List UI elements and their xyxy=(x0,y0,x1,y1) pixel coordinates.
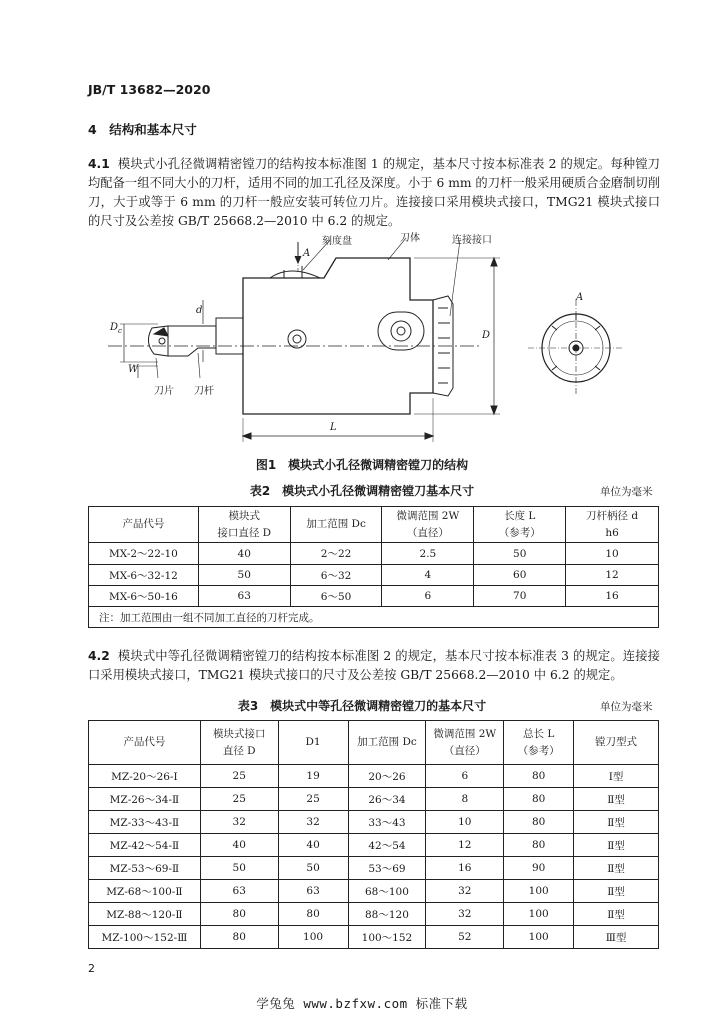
table-cell: 6～50 xyxy=(290,586,382,607)
table-cell: 16 xyxy=(426,857,504,880)
table-cell: 12 xyxy=(426,834,504,857)
header-cell: 长度 L （参考） xyxy=(474,507,566,543)
table-cell: Ⅱ型 xyxy=(574,880,659,903)
header-cell: 产品代号 xyxy=(89,721,201,765)
table-cell: 80 xyxy=(504,765,574,788)
callout-dial: 刻度盘 xyxy=(322,236,352,247)
header-cell: 加工范围 Dc xyxy=(290,507,382,543)
table-2-unit: 单位为毫米 xyxy=(600,486,653,498)
table-cell: 10 xyxy=(426,811,504,834)
dim-label-d: d xyxy=(196,305,203,316)
table-cell: 40 xyxy=(278,834,348,857)
callout-body: 刀体 xyxy=(400,233,420,244)
table-cell: 50 xyxy=(198,565,290,586)
table-cell: MZ-33～43-Ⅱ xyxy=(89,811,201,834)
table-3-caption: 表3 模块式中等孔径微调精密镗刀的基本尺寸 xyxy=(237,699,487,713)
dim-label-a-top: A xyxy=(303,248,311,259)
callout-shank: 刀杆 xyxy=(194,386,214,397)
table-cell: MZ-42～54-Ⅱ xyxy=(89,834,201,857)
callout-insert: 刀片 xyxy=(154,386,174,397)
table-cell: Ⅰ型 xyxy=(574,765,659,788)
table-cell: Ⅱ型 xyxy=(574,788,659,811)
table-cell: MX-6～32-12 xyxy=(89,565,199,586)
table-cell: 100 xyxy=(504,926,574,949)
clause-number: 4.1 xyxy=(88,157,110,171)
table-row xyxy=(89,903,659,926)
table-cell: 40 xyxy=(200,834,278,857)
figure-1-drawing xyxy=(88,228,668,450)
table-cell: 50 xyxy=(474,543,566,565)
dim-label-L: L xyxy=(330,422,337,433)
table-cell: 10 xyxy=(566,543,659,565)
table-row xyxy=(89,765,659,788)
table-cell: 32 xyxy=(426,880,504,903)
table-cell: 80 xyxy=(200,903,278,926)
table-cell: 6～32 xyxy=(290,565,382,586)
table-cell: 80 xyxy=(504,811,574,834)
header-cell: 产品代号 xyxy=(89,507,199,543)
table-row xyxy=(89,834,659,857)
table-cell: 50 xyxy=(200,857,278,880)
table-cell: MX-2～22-10 xyxy=(89,543,199,565)
table-row xyxy=(89,811,659,834)
paragraph-text: 模块式中等孔径微调精密镗刀的结构按本标准图 2 的规定，基本尺寸按本标准表 3 的规定。连接接口采用模块式接口，TMG21 模块式接口的尺寸及公差按 GB/T 25668.2—2010 中 6.2 的规定。 xyxy=(88,649,660,682)
table-cell: MZ-100～152-Ⅲ xyxy=(89,926,201,949)
table-cell: 63 xyxy=(198,586,290,607)
table-cell: 80 xyxy=(504,788,574,811)
figure-1-caption: 图1 模块式小孔径微调精密镗刀的结构 xyxy=(255,458,469,472)
table-cell: 32 xyxy=(200,811,278,834)
table-cell: Ⅱ型 xyxy=(574,811,659,834)
table-cell: 100 xyxy=(504,880,574,903)
table-cell: 68～100 xyxy=(348,880,426,903)
table-cell: 42～54 xyxy=(348,834,426,857)
dim-label-Dc: $D_c$ xyxy=(110,322,122,335)
dim-label-W: W xyxy=(128,364,139,375)
table-cell: 33～43 xyxy=(348,811,426,834)
table-row xyxy=(89,565,659,586)
table-cell: Ⅱ型 xyxy=(574,857,659,880)
standard-number: JB/T 13682—2020 xyxy=(88,82,211,97)
table-row xyxy=(89,926,659,949)
table-cell: 20～26 xyxy=(348,765,426,788)
table-cell: 6 xyxy=(382,586,474,607)
table-cell: 63 xyxy=(200,880,278,903)
clause-number: 4.2 xyxy=(88,649,110,663)
table-cell: MZ-88～120-Ⅱ xyxy=(89,903,201,926)
table-cell: 2～22 xyxy=(290,543,382,565)
table-cell: 4 xyxy=(382,565,474,586)
table-cell: 60 xyxy=(474,565,566,586)
table-cell: 90 xyxy=(504,857,574,880)
dim-label-D: D xyxy=(482,330,491,341)
table-cell: 16 xyxy=(566,586,659,607)
table-cell: 53～69 xyxy=(348,857,426,880)
table-cell: 70 xyxy=(474,586,566,607)
table-cell: 80 xyxy=(278,903,348,926)
table-cell: 12 xyxy=(566,565,659,586)
paragraph-4-2 xyxy=(88,647,660,685)
table-cell: MZ-53～69-Ⅱ xyxy=(89,857,201,880)
table-cell: 32 xyxy=(278,811,348,834)
table-header-row xyxy=(89,721,659,765)
table-cell: MX-6～50-16 xyxy=(89,586,199,607)
dim-label-a-section: A xyxy=(576,292,584,303)
table-cell: Ⅱ型 xyxy=(574,903,659,926)
header-cell: 微调范围 2W （直径） xyxy=(426,721,504,765)
header-cell: 模块式 接口直径 D xyxy=(198,507,290,543)
table-cell: 19 xyxy=(278,765,348,788)
table-cell: 100 xyxy=(504,903,574,926)
table-2 xyxy=(88,506,659,628)
table-cell: 100 xyxy=(278,926,348,949)
table-cell: MZ-20～26-Ⅰ xyxy=(89,765,201,788)
table-cell: 26～34 xyxy=(348,788,426,811)
header-cell: 模块式接口 直径 D xyxy=(200,721,278,765)
table-cell: MZ-68～100-Ⅱ xyxy=(89,880,201,903)
table-cell: Ⅱ型 xyxy=(574,834,659,857)
table-cell: 25 xyxy=(200,788,278,811)
table-cell: 88～120 xyxy=(348,903,426,926)
table-cell: 100～152 xyxy=(348,926,426,949)
paragraph-text: 模块式小孔径微调精密镗刀的结构按本标准图 1 的规定，基本尺寸按本标准表 2 的规定。每种镗刀均配备一组不同大小的刀杆，适用不同的加工孔径及深度。小于 6 mm 的刀杆一般采用硬质合金磨制切削刀，大于或等于 6 mm 的刀杆一般应安装可转位刀片。连接接口采用模块式接口，TMG21 模块式接口的尺寸及公差按 GB/T 25668.2—2010 中 6.2 的规定。 xyxy=(88,157,660,228)
table-cell: 52 xyxy=(426,926,504,949)
table-cell: 80 xyxy=(200,926,278,949)
table-cell: 80 xyxy=(504,834,574,857)
table-cell: 25 xyxy=(278,788,348,811)
table-cell: Ⅲ型 xyxy=(574,926,659,949)
table-cell: 40 xyxy=(198,543,290,565)
table-cell: 8 xyxy=(426,788,504,811)
table-header-row xyxy=(89,507,659,543)
header-cell: 总长 L （参考） xyxy=(504,721,574,765)
header-cell: 刀杆柄径 d h6 xyxy=(566,507,659,543)
table-cell: 63 xyxy=(278,880,348,903)
table-2-caption: 表2 模块式小孔径微调精密镗刀基本尺寸 xyxy=(249,484,475,498)
header-cell: 加工范围 Dc xyxy=(348,721,426,765)
callout-interface: 连接接口 xyxy=(452,235,492,246)
header-cell: 微调范围 2W （直径） xyxy=(382,507,474,543)
table-row xyxy=(89,788,659,811)
page-number: 2 xyxy=(88,962,95,975)
table-3-unit: 单位为毫米 xyxy=(600,701,653,713)
table-note: 注：加工范围由一组不同加工直径的刀杆完成。 xyxy=(89,607,659,628)
table-cell: 6 xyxy=(426,765,504,788)
table-row xyxy=(89,543,659,565)
footer-watermark: 学兔兔 www.bzfxw.com 标准下载 xyxy=(256,996,468,1011)
table-cell: 32 xyxy=(426,903,504,926)
table-row xyxy=(89,586,659,607)
table-3 xyxy=(88,720,659,949)
section-title: 4 结构和基本尺寸 xyxy=(88,122,197,137)
table-cell: 50 xyxy=(278,857,348,880)
table-row xyxy=(89,880,659,903)
header-cell: D1 xyxy=(278,721,348,765)
table-cell: 25 xyxy=(200,765,278,788)
table-cell: 2.5 xyxy=(382,543,474,565)
paragraph-4-1 xyxy=(88,155,660,231)
table-row xyxy=(89,857,659,880)
header-cell: 镗刀型式 xyxy=(574,721,659,765)
table-cell: MZ-26～34-Ⅱ xyxy=(89,788,201,811)
table-note-row xyxy=(89,607,659,628)
